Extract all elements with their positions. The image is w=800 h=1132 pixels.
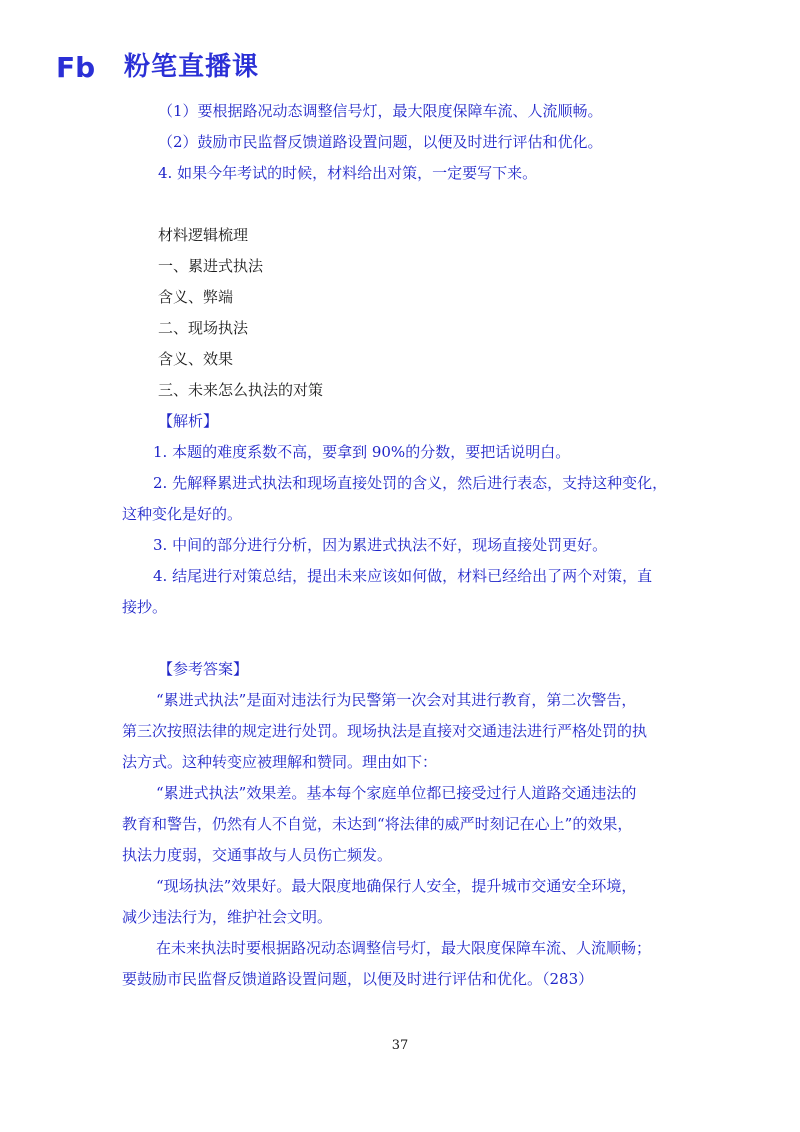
answer-p2-line-1: “累进式执法”效果差。基本每个家庭单位都已接受过行人道路交通违法的: [156, 784, 637, 802]
answer-p3-line-2: 减少违法行为，维护社会文明。: [122, 908, 333, 926]
answer-p1-line-3: 法方式。这种转变应被理解和赞同。理由如下：: [122, 753, 438, 771]
logic-title: 材料逻辑梳理: [158, 226, 249, 244]
logic-item-1: 一、累进式执法: [158, 257, 264, 275]
answer-p4-line-1: 在未来执法时要根据路况动态调整信号灯，最大限度保障车流、人流顺畅；: [156, 939, 652, 957]
analysis-3: 3. 中间的部分进行分析，因为累进式执法不好，现场直接处罚更好。: [153, 536, 608, 554]
fenbi-logo-icon: [56, 52, 114, 82]
analysis-1: 1. 本题的难度系数不高，要拿到 90%的分数，要把话说明白。: [153, 443, 571, 461]
spacer: [122, 623, 690, 654]
answer-p3-line-1: “现场执法”效果好。最大限度地确保行人安全，提升城市交通安全环境，: [156, 877, 637, 895]
analysis-4-line-1: 4. 结尾进行对策总结，提出未来应该如何做，材料已经给出了两个对策，直: [153, 567, 653, 585]
logic-item-3: 三、未来怎么执法的对策: [158, 381, 324, 399]
analysis-4-line-2: 接抄。: [122, 598, 168, 616]
analysis-2-line-2: 这种变化是好的。: [122, 505, 243, 523]
logic-item-2-sub: 含义、效果: [158, 350, 234, 368]
measure-1: （1）要根据路况动态调整信号灯，最大限度保障车流、人流顺畅。: [158, 102, 603, 120]
analysis-title: 【解析】: [158, 412, 219, 430]
answer-p2-line-3: 执法力度弱，交通事故与人员伤亡频发。: [122, 846, 393, 864]
spacer: [122, 189, 690, 220]
answer-p2-line-2: 教育和警告，仍然有人不自觉，未达到“将法律的威严时刻记在心上”的效果，: [122, 815, 633, 833]
answer-p1-line-1: “累进式执法”是面对违法行为民警第一次会对其进行教育，第二次警告，: [156, 691, 637, 709]
logic-item-2: 二、现场执法: [158, 319, 249, 337]
analysis-2-line-1: 2. 先解释累进式执法和现场直接处罚的含义，然后进行表态，支持这种变化，: [153, 474, 668, 492]
logo-text: Fb: [56, 52, 96, 82]
answer-title: 【参考答案】: [158, 660, 249, 678]
answer-p1-line-2: 第三次按照法律的规定进行处罚。现场执法是直接对交通违法进行严格处罚的执: [122, 722, 648, 740]
page-number: 37: [391, 1038, 409, 1053]
logic-item-1-sub: 含义、弊端: [158, 288, 234, 306]
page-header: [56, 52, 259, 82]
brand-name: 粉笔直播课: [124, 52, 260, 82]
answer-p4-line-2: 要鼓励市民监督反馈道路设置问题，以便及时进行评估和优化。（283）: [122, 970, 594, 988]
measure-2: （2）鼓励市民监督反馈道路设置问题，以便及时进行评估和优化。: [158, 133, 603, 151]
document-body: [122, 96, 690, 995]
point-4-top: 4. 如果今年考试的时候，材料给出对策，一定要写下来。: [158, 164, 538, 182]
